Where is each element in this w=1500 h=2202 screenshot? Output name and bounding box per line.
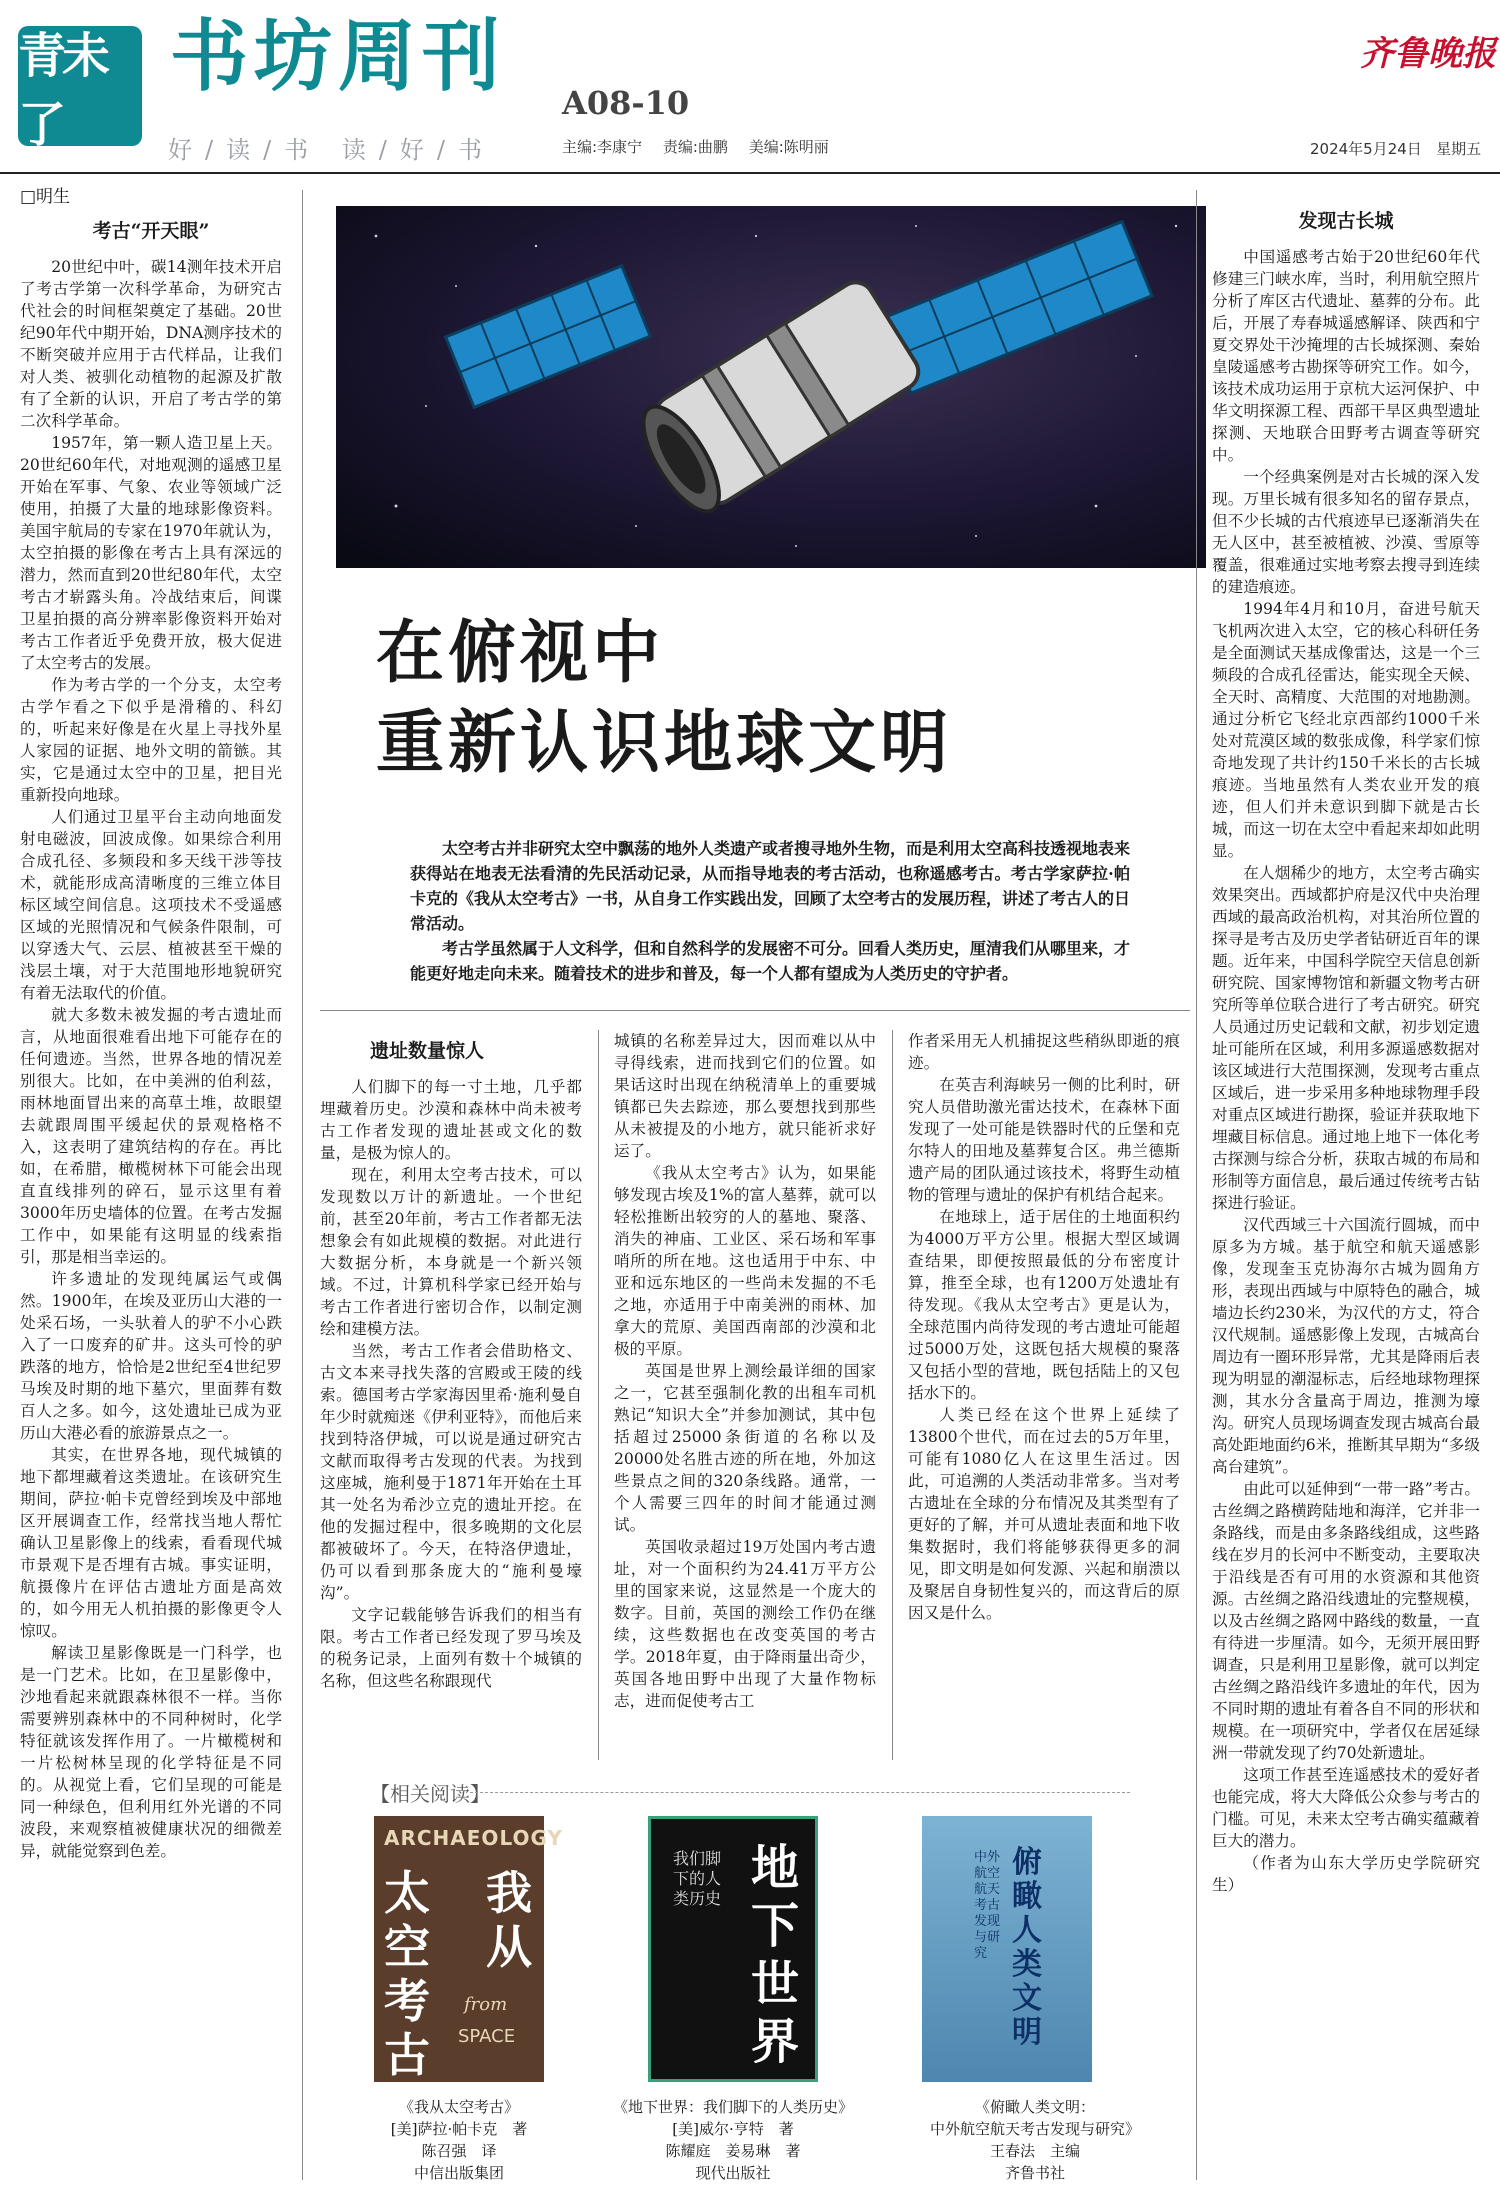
book-cover-2[interactable]	[648, 1816, 818, 2082]
book-publisher: 中信出版集团	[413, 2164, 504, 2182]
paragraph: 由此可以延伸到“一带一路”考古。古丝绸之路横跨陆地和海洋，它并非一条路线，而是由多条路线组成，这些路线在岁月的长河中不断变动，主要取决于沿线是否有可用的水资源和其他资源。古丝绸之路沿线遗址的完整规模，以及古丝绸之路网中路线的数量，一直有待进一步厘清。如今，无须开展田野调查，只是利用卫星影像，就可以判定古丝绸之路沿线许多遗址的年代，因为不同时期的遗址有着各自不同的形状和规模。在一项研究中，学者仅在居延绿洲一带就发现了约70处新遗址。	[1212, 1480, 1480, 1762]
paragraph: 《我从太空考古》认为，如果能够发现古埃及1%的富人墓葬，就可以轻松推断出较穷的人的墓地、聚落、消失的神庙、工业区、采石场和军事哨所的所在地。这也适用于中东、中亚和远东地区的一些尚未发掘的不毛之地，亦适用于中南美洲的雨林、加拿大的荒原、美国西南部的沙漠和北极的平原。	[614, 1164, 876, 1358]
cover-subtitle: 中外航空航天考古发现与研究	[974, 1850, 1001, 1961]
headline-line-2: 重新认识地球文明	[376, 703, 953, 783]
paragraph: 中国遥感考古始于20世纪60年代修建三门峡水库，当时，利用航空照片分析了库区古代遗址、墓葬的分布。此后，开展了寿春城遥感解译、陕西和宁夏交界处干沙掩埋的古长城探测、秦始皇陵遥感考古勘探等研究工作。如今，该技术成功运用于京杭大运河保护、中华文明探源工程、西部干旱区典型遗址探测、天地联合田野考古调查等研究中。	[1212, 248, 1480, 464]
slogan: 好/读/书 读/好/书	[168, 136, 495, 164]
related-reading-header: 【相关阅读】	[370, 1782, 490, 1806]
paragraph: 在地球上，适于居住的土地面积约为4000万平方公里。根据大型区域调查结果，即便按照最低的分布密度计算，推至全球，也有1200万处遗址有待发现。《我从太空考古》更是认为，全球范围内尚待发现的考古遗址可能超过5000万处，这既包括大规模的聚落又包括小型的营地，既包括陆上的又包括水下的。	[908, 1208, 1180, 1402]
issue-date	[1310, 138, 1481, 159]
paragraph: 英国是世界上测绘最详细的国家之一，它甚至强制化教的出租车司机熟记“知识大全”并参加测试，其中包括超过25000条街道的名称以及20000处名胜古迹的所在地，外加这些景点之间的320条线路。通常，一个人需要三四年的时间才能通过测试。	[614, 1362, 876, 1534]
paragraph: 英国收录超过19万处国内考古遗址，对一个面积约为24.41万平方公里的国家来说，这显然是一个庞大的数字。目前，英国的测绘工作仍在继续，这些数据也在改变英国的考古学。2018年夏，由于降雨量出奇少，英国各地田野中出现了大量作物标志，进而促使考古工	[614, 1538, 876, 1710]
column-5	[1212, 200, 1480, 1896]
cover-title-b: 我从	[486, 1866, 532, 1974]
editor-credits	[562, 136, 845, 157]
author-byline: □明生	[20, 187, 71, 207]
book-author: [美]威尔·亨特 著	[672, 2120, 794, 2138]
art-editor: 美编:陈明丽	[748, 138, 829, 156]
satellite-illustration	[336, 206, 1206, 568]
column-divider	[1196, 190, 1197, 2180]
book-title[interactable]: 《我从太空考古》	[398, 2098, 519, 2116]
book-title[interactable]: 《俯瞰人类文明：	[974, 2098, 1095, 2116]
paragraph: 人们通过卫星平台主动向地面发射电磁波，回波成像。如果综合利用合成孔径、多频段和多天线干涉等技术，就能形成高清晰度的三维立体目标区域空间信息。这项技术不受遥感区域的光照情况和气候条件限制，可以穿透大气、云层、植被甚至干燥的浅层土壤，对于大范围地形地貌研究有着无法取代的价值。	[20, 808, 282, 1002]
column-divider	[892, 1030, 893, 1760]
column-2	[320, 1030, 582, 1692]
book-publisher: 齐鲁书社	[1004, 2164, 1065, 2182]
paragraph: 许多遗址的发现纯属运气或偶然。1900年，在埃及亚历山大港的一处采石场，一头驮着人的驴不小心跌入了一口废弃的矿井。这头可怜的驴跌落的地方，恰恰是2世纪至4世纪罗马埃及时期的地下墓穴，里面葬有数百人之多。如今，这处遗址已成为亚历山大港必看的旅游景点之一。	[20, 1270, 282, 1442]
book-caption-2	[598, 2096, 868, 2184]
book-caption-1	[354, 2096, 564, 2184]
col2-heading: 遗址数量惊人	[370, 1040, 485, 1062]
book-title-cont: 中外航空航天考古发现与研究》	[929, 2120, 1140, 2138]
column-divider	[302, 190, 303, 2180]
column-4	[908, 1030, 1180, 1624]
cover-title: 地下世界	[751, 1840, 800, 2070]
lead-paragraph: 太空考古并非研究太空中飘荡的地外人类遗产或者搜寻地外生物，而是利用太空高科技透视地表来获得站在地表无法看清的先民活动记录，从而指导地表的考古活动，也称遥感考古。考古学家萨拉·帕卡克的《我从太空考古》一书，从自身工作实践出发，回顾了太空考古的发展历程，讲述了考古人的日常活动。	[410, 839, 1131, 933]
weekday-text: 星期五	[1436, 140, 1482, 158]
lead-paragraph: 考古学虽然属于人文科学，但和自然科学的发展密不可分。回看人类历史，厘清我们从哪里来，才能更好地走向未来。随着技术的进步和普及，每一个人都有望成为人类历史的守护者。	[410, 939, 1131, 983]
cover-space: SPACE	[458, 2026, 516, 2047]
paragraph: 这项工作甚至连遥感技术的爱好者也能完成，将大大降低公众参与考古的门槛。可见，未来太空考古确实蕴藏着巨大的潜力。	[1212, 1766, 1480, 1850]
book-translator: 陈耀庭 姜易琳 著	[665, 2142, 801, 2160]
cover-english-title: ARCHAEOLOGY	[384, 1826, 563, 1850]
paragraph: 当然，考古工作者会借助格文、古文本来寻找失落的宫殿或王陵的线索。德国考古学家海因里希·施利曼自年少时就痴迷《伊利亚特》，而他后来找到特洛伊城，可以说是通过研究古文献而取得考古发现的代表。为找到这座城，施利曼于1871年开始在土耳其一处名为希沙立克的遗址开挖。在他的发掘过程中，很多晚期的文化层都被破坏了。今天，在特洛伊遗址，仍可以看到那条庞大的“施利曼壕沟”。	[320, 1342, 582, 1602]
col5-heading: 发现古长城	[1298, 210, 1394, 232]
book-translator: 陈召强 译	[421, 2142, 497, 2160]
book-author: 王春法 主编	[989, 2142, 1080, 2160]
publication-title: 书坊周刊	[170, 11, 507, 102]
paragraph: 文字记载能够告诉我们的相当有限。考古工作者已经发现了罗马埃及的税务记录，上面列有数十个城镇的名称，但这些名称跟现代	[320, 1606, 582, 1690]
column-divider	[598, 1030, 599, 1760]
cover-title: 俯瞰人类文明	[1012, 1845, 1042, 2050]
paragraph: 一个经典案例是对古长城的深入发现。万里长城有很多知名的留存景点，但不少长城的古代痕迹早已逐渐消失在无人区中，甚至被植被、沙漠、雪原等覆盖，很难通过实地考察去搜寻到连续的建造痕迹。	[1212, 468, 1480, 596]
book-title[interactable]: 《地下世界：我们脚下的人类历史》	[612, 2098, 853, 2116]
book-caption-3	[890, 2096, 1180, 2184]
main-headline	[376, 608, 952, 788]
paragraph: 城镇的名称差异过大，因而难以从中寻得线索，进而找到它们的位置。如果话这时出现在纳税清单上的重要城镇都已失去踪迹，那么要想找到那些从未被提及的小地方，就只能祈求好运了。	[614, 1032, 876, 1160]
cover-from: from	[464, 1994, 508, 2015]
book-cover-1[interactable]	[374, 1816, 563, 2082]
paragraph: 其实，在世界各地，现代城镇的地下都埋藏着这类遗址。在该研究生期间，萨拉·帕卡克曾经到埃及中部地区开展调查工作，经常找当地人帮忙确认卫星影像上的线索，看看现代城市景观下是否埋有古城。事实证明，航摄像片在评估古遗址方面是高效的，如今用无人机拍摄的影像更令人惊叹。	[20, 1446, 282, 1640]
lead-summary	[410, 836, 1130, 986]
cover-subtitle: 我们脚下的人类历史	[673, 1849, 722, 1908]
paragraph: 人类已经在这个世界上延续了13800个世代，而在过去的5万年里，可能有1080亿人在这里生活过。因此，可追溯的人类活动非常多。当对考古遗址在全球的分布情况及其类型有了更好的了解，并可从遗址表面和地下收集数据时，我们将能够获得更多的洞见，即文明是如何发源、兴起和崩溃以及聚居自身韧性复兴的，而这背后的原因又是什么。	[908, 1406, 1180, 1622]
paragraph: 人们脚下的每一寸土地，几乎都埋藏着历史。沙漠和森林中尚未被考古工作者发现的遗址甚或文化的数量，是极为惊人的。	[320, 1078, 582, 1162]
paragraph: 作为考古学的一个分支，太空考古学乍看之下似乎是滑稽的、科幻的，听起来好像是在火星上寻找外星人家园的证据、地外文明的箭镞。其实，它是通过太空中的卫星，把目光重新投向地球。	[20, 676, 282, 804]
paragraph: 就大多数未被发掘的考古遗址而言，从地面很难看出地下可能存在的任何遗迹。当然，世界各地的情况差别很大。比如，在中美洲的伯利兹，雨林地面冒出来的高草土堆，故眼望去就跟周围平缓起伏的景观格格不入，这表明了建筑结构的存在。再比如，在希腊，橄榄树林下可能会出现直直线排列的碎石，显示这里有着3000年历史墙体的位置。在考古发掘工作中，如果能有这明显的线索指引，那是相当幸运的。	[20, 1006, 282, 1266]
related-rule	[470, 1792, 1130, 1793]
paragraph: 在英吉利海峡另一侧的比利时，研究人员借助激光雷达技术，在森林下面发现了一处可能是铁器时代的丘堡和克尔特人的田地及墓葬复合区。弗兰德斯遗产局的团队通过该技术，将野生动植物的管理与遗址的保护有机结合起来。	[908, 1076, 1180, 1204]
chief-editor: 主编:李康宁	[562, 138, 643, 156]
col1-heading: 考古“开天眼”	[92, 220, 210, 242]
page-range: A08-10	[562, 84, 690, 122]
paragraph: 现在，利用太空考古技术，可以发现数以万计的新遗址。一个世纪前，甚至20年前，考古工作者都无法想象会有如此规模的数据。对此进行大数据分析，本身就是一个新兴领域。不过，计算机科学家已经开始与考古工作者进行密切合作，以制定测绘和建模方法。	[320, 1166, 582, 1338]
copy-editor: 责编:曲鹏	[662, 138, 728, 156]
section-logo: 青未了	[18, 26, 142, 146]
paragraph: 1994年4月和10月，奋进号航天飞机两次进入太空，它的核心科研任务是全面测试天基成像雷达，这是一个三频段的合成孔径雷达，能实现全天候、全天时、高精度、大范围的对地勘测。通过分析它飞经北京西部约1000千米处对荒漠区域的数张成像，科学家们惊奇地发现了共计约150千米长的古长城痕迹。当地虽然有人类农业开发的痕迹，但人们并未意识到脚下就是古长城，而这一切在太空中看起来却如此明显。	[1212, 600, 1480, 860]
paragraph: 汉代西域三十六国流行圆城，而中原多为方城。基于航空和航天遥感影像，发现奎玉克协海尔古城为圆角方形，表现出西域与中原特色的融合，城墙边长约230米，为汉代的方丈，符合汉代规制。遥感影像上发现，古城高台周边有一圈环形异常，尤其是降雨后表现为明显的潮湿标志，后经地球物理探测，其水分含量高于周边，推测为壕沟。研究人员现场调查发现古城高台最高处距地面约6米，推断其早期为“多级高台建筑”。	[1212, 1216, 1480, 1476]
paragraph: 作者采用无人机捕捉这些稍纵即逝的痕迹。	[908, 1032, 1180, 1072]
book-cover-3[interactable]	[922, 1816, 1092, 2082]
date-text: 2024年5月24日	[1310, 140, 1422, 158]
headline-line-1: 在俯视中	[376, 613, 665, 693]
masthead-rule	[0, 172, 1500, 174]
paragraph: 在人烟稀少的地方，太空考古确实效果突出。西域都护府是汉代中央治理西域的最高政治机构，对其治所位置的探寻是考古及历史学者钻研近百年的课题。近年来，中国科学院空天信息创新研究院、国家博物馆和新疆文物考古研究所等单位联合进行了考古研究。研究人员通过历史记载和文献，初步划定遗址可能所在区域，利用多源遥感数据对该区域进行大范围探测，发现考古重点区域后，进一步采用多种地球物理手段对重点区域进行勘探，验证并获取地下埋藏目标信息。通过地上地下一体化考古探测与综合分析，获取古城的布局和形制等方面信息，最后通过传统考古钻探进行验证。	[1212, 864, 1480, 1212]
column-1	[20, 186, 282, 1862]
newspaper-logo: 齐鲁晚报	[1360, 34, 1496, 74]
book-author: [美]萨拉·帕卡克 著	[390, 2120, 528, 2138]
paragraph: 1957年，第一颗人造卫星上天。20世纪60年代，对地观测的遥感卫星开始在军事、气象、农业等领域广泛使用，拍摄了大量的地球影像资料。美国宇航局的专家在1970年就认为，太空拍摄的影像在考古上具有深远的潜力，然而直到20世纪80年代，太空考古才崭露头角。冷战结束后，间谍卫星拍摄的高分辨率影像资料开始对考古工作者近乎免费开放，极大促进了太空考古的发展。	[20, 434, 282, 672]
author-note: （作者为山东大学历史学院研究生）	[1212, 1854, 1480, 1894]
cover-title-a: 太空考古	[384, 1866, 430, 2082]
book-publisher: 现代出版社	[695, 2164, 771, 2182]
lead-rule	[320, 1010, 1190, 1011]
paragraph: 解读卫星影像既是一门科学，也是一门艺术。比如，在卫星影像中，沙地看起来就跟森林很不一样。当你需要辨别森林中的不同种树时，化学特征就该发挥作用了。一片橄榄树和一片松树林呈现的化学特征是不同的。从视觉上看，它们呈现的可能是同一种绿色，但利用红外光谱的不同波段，来观察植被健康状况的细微差异，就能觉察到色差。	[20, 1644, 282, 1860]
paragraph: 20世纪中叶，碳14测年技术开启了考古学第一次科学革命，为研究古代社会的时间框架奠定了基础。20世纪90年代中期开始，DNA测序技术的不断突破并应用于古代样品，让我们对人类、被驯化动植物的起源及扩散有了全新的认识，开启了考古学的第二次科学革命。	[20, 258, 282, 430]
column-3	[614, 1030, 876, 1712]
